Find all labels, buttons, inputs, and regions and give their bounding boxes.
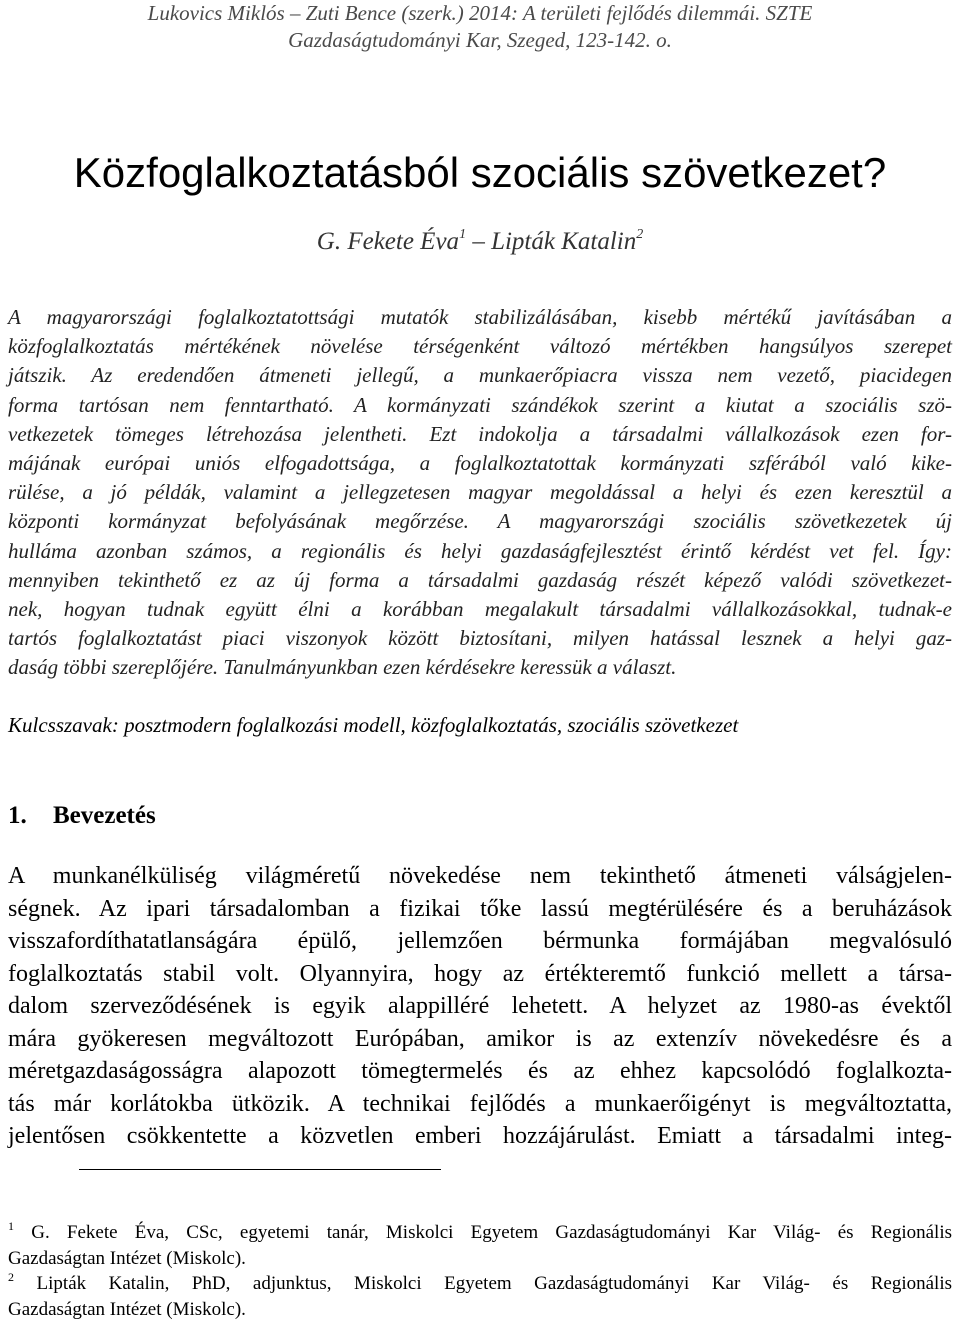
body-line: jelentősen csökkentette a közvetlen emberi hozzájárulást. Emiatt a társadalmi integ- bbox=[8, 1123, 952, 1149]
body-line: méretgazdaságosságra alapozott tömegtermelés és az ehhez kapcsolódó foglalkozta- bbox=[8, 1058, 952, 1084]
body-paragraph bbox=[8, 860, 952, 1153]
abstract-line: rülése, a jó példák, valamint a jellegzetesen magyar megoldással a helyi és ezen keresztül a bbox=[8, 480, 952, 505]
footnote-2-continuation: Gazdaságtan Intézet (Miskolc). bbox=[8, 1298, 246, 1320]
abstract-line: közfoglalkoztatás mértékének növelése térségenként változó mértékben hangsúlyos szerepet bbox=[8, 334, 952, 359]
abstract-line: májának európai uniós elfogadottsága, a foglalkoztatottak kormányzati szférából való kike- bbox=[8, 451, 952, 476]
section-heading bbox=[8, 800, 156, 832]
abstract-line: központi kormányzat befolyásának megőrzése. A magyarországi szociális szövetkezetek új bbox=[8, 509, 952, 534]
article-title: Közfoglalkoztatásból szociális szövetkezet? bbox=[73, 149, 887, 196]
abstract bbox=[8, 303, 952, 683]
author-separator: – bbox=[472, 228, 485, 255]
footnote-2 bbox=[8, 1271, 952, 1297]
body-line: dalom szerveződésének is egyik alappilléré lehetett. A helyzet az 1980-as évektől bbox=[8, 993, 952, 1019]
abstract-line: daság többi szereplőjére. Tanulmányunkban ezen kérdésekre keressük a választ. bbox=[8, 655, 677, 680]
abstract-line: tartós foglalkoztatást piaci viszonyok között biztosítani, milyen hatással lesznek a helyi gaz- bbox=[8, 626, 952, 651]
abstract-line: nek, hogyan tudnak együtt élni a korábban megalakult társadalmi vállalkozásokkal, tudnak-e bbox=[8, 597, 952, 622]
abstract-line: mennyiben tekinthető ez az új forma a társadalmi gazdaság részét képező valódi szövetkezet- bbox=[8, 567, 952, 592]
abstract-line: A magyarországi foglalkoztatottsági mutatók stabilizálásában, kisebb mértékű javításában a bbox=[8, 305, 952, 329]
body-line: visszafordíthatatlanságára épülő, jellemzően bérmunka formájában megvalósuló bbox=[8, 928, 952, 954]
abstract-line: forma tartósan nem fenntartható. A kormányzati szándékok szerint a kiutat a szociális szö- bbox=[8, 392, 952, 417]
author-1-footnote-mark: 1 bbox=[459, 227, 467, 242]
body-line: mára gyökeresen megváltozott Európában, amikor is az extenzív növekedésre és a bbox=[8, 1025, 952, 1052]
section-number: 1. bbox=[8, 802, 27, 829]
footnote-1-text: G. Fekete Éva, CSc, egyetemi tanár, Miskolci Egyetem Gazdaságtudományi Kar Világ- és Regionális bbox=[31, 1222, 953, 1243]
source-citation bbox=[0, 0, 960, 54]
footnote-1-mark: 1 bbox=[8, 1219, 14, 1233]
footnotes bbox=[8, 1220, 952, 1322]
footnote-2-mark: 2 bbox=[8, 1270, 14, 1284]
section-title: Bevezetés bbox=[53, 802, 156, 829]
author-line bbox=[0, 226, 960, 258]
body-line: A munkanélküliség világméretű növekedése nem tekinthető átmeneti válságjelen- bbox=[8, 863, 952, 889]
abstract-line: hulláma azonban számos, a regionális és helyi gazdaságfejlesztést érintő kérdést vet fel. Így: bbox=[8, 538, 952, 563]
footnote-separator bbox=[79, 1169, 441, 1170]
abstract-line: vetkezetek tömeges létrehozása jelentheti. Ezt indokolja a társadalmi vállalkozások ezen for- bbox=[8, 421, 952, 446]
abstract-line: játszik. Az eredendően átmeneti jellegű, a munkaerőpiacra vissza nem vezető, piacidegen bbox=[8, 363, 952, 388]
footnote-1 bbox=[8, 1220, 952, 1246]
body-line: ségnek. Az ipari társadalomban a fizikai tőke lassú megtérülésére és a beruházások bbox=[8, 895, 952, 922]
body-line: foglalkoztatás stabil volt. Olyannyira, hogy az értékteremtő funkció mellett a társa- bbox=[8, 960, 952, 987]
body-line: tás már korlátokba ütközik. A technikai fejlődés a munkaerőigényt is megváltoztatta, bbox=[8, 1090, 952, 1117]
keywords: Kulcsszavak: posztmodern foglalkozási modell, közfoglalkoztatás, szociális szövetkezet bbox=[8, 713, 739, 737]
author-2-name: Lipták Katalin bbox=[491, 228, 637, 255]
author-2-footnote-mark: 2 bbox=[636, 227, 644, 242]
footnote-1-continuation: Gazdaságtan Intézet (Miskolc). bbox=[8, 1247, 246, 1269]
author-1-name: G. Fekete Éva bbox=[316, 228, 460, 255]
footnote-2-text: Lipták Katalin, PhD, adjunktus, Miskolci Egyetem Gazdaságtudományi Kar Világ- és Regionális bbox=[36, 1273, 953, 1294]
source-citation-line-2: Gazdaságtudományi Kar, Szeged, 123-142. o. bbox=[288, 28, 672, 52]
source-citation-line-1: Lukovics Miklós – Zuti Bence (szerk.) 2014: A területi fejlődés dilemmái. SZTE bbox=[147, 1, 813, 25]
